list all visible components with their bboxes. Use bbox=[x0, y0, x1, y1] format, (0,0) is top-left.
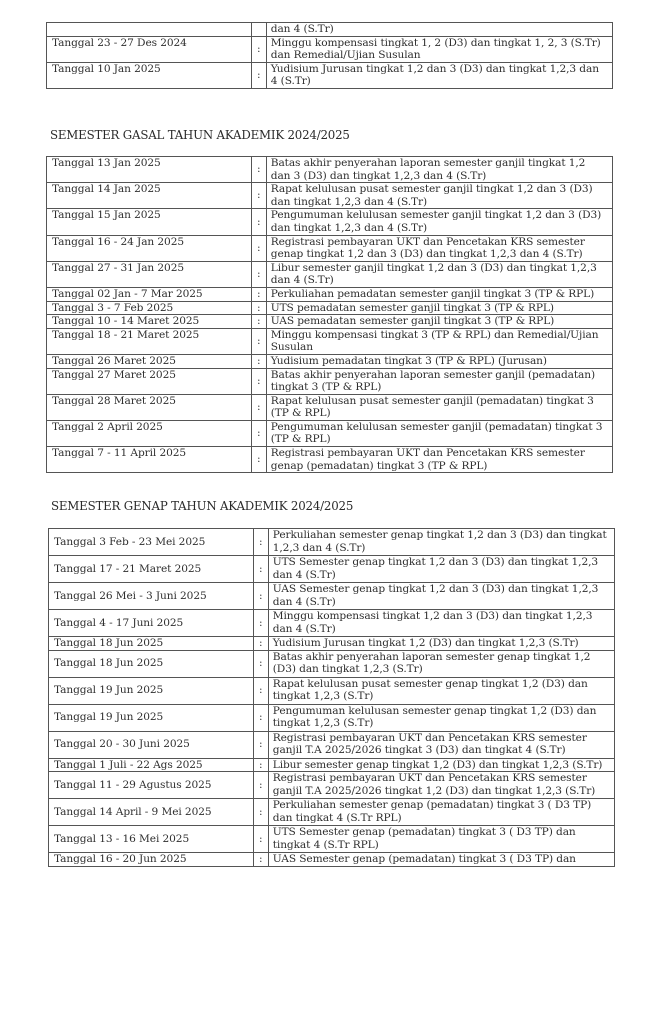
table-row bbox=[49, 758, 615, 772]
description-cell: Pengumuman kelulusan semester genap tingkat 1,2 (D3) dan tingkat 1,2,3 (S.Tr) bbox=[268, 704, 614, 731]
description-cell: Minggu kompensasi tingkat 1, 2 (D3) dan tingkat 1, 2, 3 (S.Tr) dan Remedial/Ujian Susulan bbox=[266, 36, 612, 62]
description-cell: Pengumuman kelulusan semester ganjil (pemadatan) tingkat 3 (TP & RPL) bbox=[266, 420, 612, 446]
separator-cell: : bbox=[253, 731, 268, 758]
separator-cell: : bbox=[253, 826, 268, 853]
date-cell: Tanggal 26 Maret 2025 bbox=[47, 354, 252, 368]
table-row bbox=[47, 368, 613, 394]
separator-cell: : bbox=[253, 772, 268, 799]
table-row bbox=[47, 287, 613, 301]
table-row bbox=[49, 650, 615, 677]
separator-cell: : bbox=[251, 301, 266, 315]
table-row bbox=[49, 529, 615, 556]
table-row bbox=[47, 235, 613, 261]
separator-cell: : bbox=[251, 62, 266, 88]
description-cell: Yudisium Jurusan tingkat 1,2 (D3) dan tingkat 1,2,3 (S.Tr) bbox=[268, 637, 614, 651]
date-cell: Tanggal 3 - 7 Feb 2025 bbox=[47, 301, 252, 315]
description-cell: Batas akhir penyerahan laporan semester ganjil (pemadatan) tingkat 3 (TP & RPL) bbox=[266, 368, 612, 394]
description-cell: dan 4 (S.Tr) bbox=[266, 23, 612, 37]
table-row bbox=[47, 447, 613, 473]
date-cell: Tanggal 27 Maret 2025 bbox=[47, 368, 252, 394]
separator-cell: : bbox=[251, 183, 266, 209]
table-row bbox=[47, 261, 613, 287]
table-row bbox=[49, 583, 615, 610]
separator-cell: : bbox=[251, 261, 266, 287]
date-cell: Tanggal 13 - 16 Mei 2025 bbox=[49, 826, 254, 853]
date-cell: Tanggal 16 - 24 Jan 2025 bbox=[47, 235, 252, 261]
separator-cell: : bbox=[251, 209, 266, 235]
separator-cell: : bbox=[251, 328, 266, 354]
table-row bbox=[49, 610, 615, 637]
separator-cell: : bbox=[253, 637, 268, 651]
separator-cell: : bbox=[251, 36, 266, 62]
description-cell: Yudisium pemadatan tingkat 3 (TP & RPL) (Jurusan) bbox=[266, 354, 612, 368]
table-row bbox=[47, 183, 613, 209]
table-row bbox=[47, 36, 613, 62]
description-cell: Registrasi pembayaran UKT dan Pencetakan KRS semester genap (pemadatan) tingkat 3 (TP & RPL) bbox=[266, 447, 612, 473]
date-cell: Tanggal 10 Jan 2025 bbox=[47, 62, 252, 88]
description-cell: Rapat kelulusan pusat semester genap tingkat 1,2 (D3) dan tingkat 1,2,3 (S.Tr) bbox=[268, 677, 614, 704]
table-row bbox=[49, 799, 615, 826]
date-cell: Tanggal 18 Jun 2025 bbox=[49, 637, 254, 651]
table-row bbox=[47, 301, 613, 315]
table-row bbox=[49, 556, 615, 583]
table-row bbox=[49, 853, 615, 867]
calendar-table-continued bbox=[46, 22, 613, 89]
description-cell: Libur semester ganjil tingkat 1,2 dan 3 (D3) dan tingkat 1,2,3 dan 4 (S.Tr) bbox=[266, 261, 612, 287]
separator-cell: : bbox=[251, 157, 266, 183]
separator-cell bbox=[251, 23, 266, 37]
section-title-gasal: SEMESTER GASAL TAHUN AKADEMIK 2024/2025 bbox=[50, 128, 350, 142]
date-cell bbox=[47, 23, 252, 37]
separator-cell: : bbox=[251, 287, 266, 301]
date-cell: Tanggal 7 - 11 April 2025 bbox=[47, 447, 252, 473]
date-cell: Tanggal 14 April - 9 Mei 2025 bbox=[49, 799, 254, 826]
date-cell: Tanggal 11 - 29 Agustus 2025 bbox=[49, 772, 254, 799]
table-row bbox=[49, 826, 615, 853]
description-cell: Registrasi pembayaran UKT dan Pencetakan KRS semester ganjil T.A 2025/2026 tingkat 1,2 (D3) dan tingkat 1,2,3 (S.Tr) bbox=[268, 772, 614, 799]
date-cell: Tanggal 4 - 17 Juni 2025 bbox=[49, 610, 254, 637]
separator-cell: : bbox=[253, 758, 268, 772]
date-cell: Tanggal 1 Juli - 22 Ags 2025 bbox=[49, 758, 254, 772]
table-row bbox=[47, 315, 613, 329]
table-row bbox=[47, 62, 613, 88]
date-cell: Tanggal 15 Jan 2025 bbox=[47, 209, 252, 235]
description-cell: UAS Semester genap (pemadatan) tingkat 3 ( D3 TP) dan bbox=[268, 853, 614, 867]
table-row bbox=[49, 731, 615, 758]
description-cell: Batas akhir penyerahan laporan semester ganjil tingkat 1,2 dan 3 (D3) dan tingkat 1,2,3 dan 4 (S.Tr) bbox=[266, 157, 612, 183]
table-row bbox=[49, 637, 615, 651]
calendar-table-gasal bbox=[46, 156, 613, 473]
calendar-table-genap bbox=[48, 528, 615, 867]
table-row bbox=[47, 157, 613, 183]
description-cell: UTS pemadatan semester ganjil tingkat 3 (TP & RPL) bbox=[266, 301, 612, 315]
description-cell: Rapat kelulusan pusat semester ganjil (pemadatan) tingkat 3 (TP & RPL) bbox=[266, 394, 612, 420]
date-cell: Tanggal 19 Jun 2025 bbox=[49, 677, 254, 704]
separator-cell: : bbox=[253, 610, 268, 637]
description-cell: Registrasi pembayaran UKT dan Pencetakan KRS semester genap tingkat 1,2 dan 3 (D3) dan tingkat 1,2,3 dan 4 (S.Tr) bbox=[266, 235, 612, 261]
table-row bbox=[49, 772, 615, 799]
separator-cell: : bbox=[251, 394, 266, 420]
date-cell: Tanggal 18 - 21 Maret 2025 bbox=[47, 328, 252, 354]
date-cell: Tanggal 27 - 31 Jan 2025 bbox=[47, 261, 252, 287]
description-cell: Registrasi pembayaran UKT dan Pencetakan KRS semester ganjil T.A 2025/2026 tingkat 3 (D3) dan tingkat 4 (S.Tr) bbox=[268, 731, 614, 758]
description-cell: Minggu kompensasi tingkat 1,2 dan 3 (D3) dan tingkat 1,2,3 dan 4 (S.Tr) bbox=[268, 610, 614, 637]
date-cell: Tanggal 13 Jan 2025 bbox=[47, 157, 252, 183]
separator-cell: : bbox=[253, 529, 268, 556]
table-row bbox=[49, 677, 615, 704]
date-cell: Tanggal 02 Jan - 7 Mar 2025 bbox=[47, 287, 252, 301]
description-cell: Batas akhir penyerahan laporan semester genap tingkat 1,2 (D3) dan tingkat 1,2,3 (S.Tr) bbox=[268, 650, 614, 677]
date-cell: Tanggal 3 Feb - 23 Mei 2025 bbox=[49, 529, 254, 556]
separator-cell: : bbox=[253, 583, 268, 610]
separator-cell: : bbox=[253, 799, 268, 826]
description-cell: Pengumuman kelulusan semester ganjil tingkat 1,2 dan 3 (D3) dan tingkat 1,2,3 dan 4 (S.Tr) bbox=[266, 209, 612, 235]
description-cell: UAS Semester genap tingkat 1,2 dan 3 (D3) dan tingkat 1,2,3 dan 4 (S.Tr) bbox=[268, 583, 614, 610]
date-cell: Tanggal 26 Mei - 3 Juni 2025 bbox=[49, 583, 254, 610]
description-cell: Minggu kompensasi tingkat 3 (TP & RPL) dan Remedial/Ujian Susulan bbox=[266, 328, 612, 354]
separator-cell: : bbox=[253, 704, 268, 731]
date-cell: Tanggal 17 - 21 Maret 2025 bbox=[49, 556, 254, 583]
table-row bbox=[47, 354, 613, 368]
date-cell: Tanggal 28 Maret 2025 bbox=[47, 394, 252, 420]
description-cell: Rapat kelulusan pusat semester ganjil tingkat 1,2 dan 3 (D3) dan tingkat 1,2,3 dan 4 (S.Tr) bbox=[266, 183, 612, 209]
description-cell: Perkuliahan semester genap (pemadatan) tingkat 3 ( D3 TP) dan tingkat 4 (S.Tr RPL) bbox=[268, 799, 614, 826]
date-cell: Tanggal 14 Jan 2025 bbox=[47, 183, 252, 209]
table-row bbox=[47, 209, 613, 235]
separator-cell: : bbox=[251, 420, 266, 446]
date-cell: Tanggal 19 Jun 2025 bbox=[49, 704, 254, 731]
separator-cell: : bbox=[253, 677, 268, 704]
separator-cell: : bbox=[251, 354, 266, 368]
description-cell: Libur semester genap tingkat 1,2 (D3) dan tingkat 1,2,3 (S.Tr) bbox=[268, 758, 614, 772]
description-cell: UTS Semester genap (pemadatan) tingkat 3 ( D3 TP) dan tingkat 4 (S.Tr RPL) bbox=[268, 826, 614, 853]
separator-cell: : bbox=[251, 315, 266, 329]
description-cell: Perkuliahan semester genap tingkat 1,2 dan 3 (D3) dan tingkat 1,2,3 dan 4 (S.Tr) bbox=[268, 529, 614, 556]
table-row bbox=[47, 420, 613, 446]
description-cell: UAS pemadatan semester ganjil tingkat 3 (TP & RPL) bbox=[266, 315, 612, 329]
separator-cell: : bbox=[251, 447, 266, 473]
description-cell: Perkuliahan pemadatan semester ganjil tingkat 3 (TP & RPL) bbox=[266, 287, 612, 301]
date-cell: Tanggal 18 Jun 2025 bbox=[49, 650, 254, 677]
separator-cell: : bbox=[251, 368, 266, 394]
table-row bbox=[47, 328, 613, 354]
date-cell: Tanggal 10 - 14 Maret 2025 bbox=[47, 315, 252, 329]
date-cell: Tanggal 2 April 2025 bbox=[47, 420, 252, 446]
table-row bbox=[49, 704, 615, 731]
description-cell: UTS Semester genap tingkat 1,2 dan 3 (D3) dan tingkat 1,2,3 dan 4 (S.Tr) bbox=[268, 556, 614, 583]
date-cell: Tanggal 23 - 27 Des 2024 bbox=[47, 36, 252, 62]
separator-cell: : bbox=[253, 556, 268, 583]
separator-cell: : bbox=[253, 650, 268, 677]
date-cell: Tanggal 16 - 20 Jun 2025 bbox=[49, 853, 254, 867]
date-cell: Tanggal 20 - 30 Juni 2025 bbox=[49, 731, 254, 758]
description-cell: Yudisium Jurusan tingkat 1,2 dan 3 (D3) dan tingkat 1,2,3 dan 4 (S.Tr) bbox=[266, 62, 612, 88]
table-row bbox=[47, 23, 613, 37]
separator-cell: : bbox=[253, 853, 268, 867]
table-row bbox=[47, 394, 613, 420]
section-title-genap: SEMESTER GENAP TAHUN AKADEMIK 2024/2025 bbox=[51, 499, 354, 513]
separator-cell: : bbox=[251, 235, 266, 261]
